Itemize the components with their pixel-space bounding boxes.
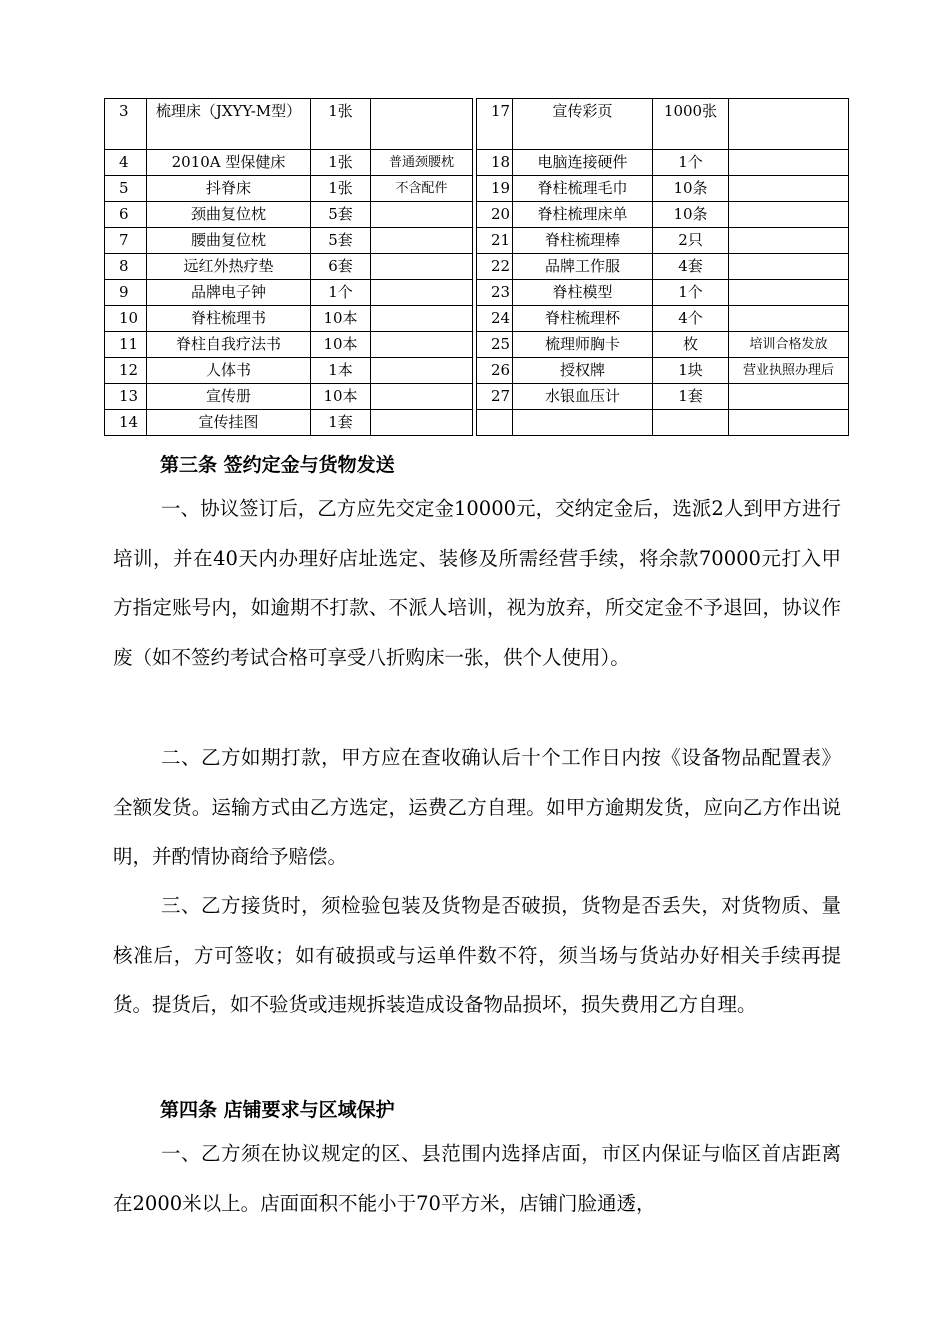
cell-item-name: 品牌工作服 xyxy=(513,254,653,280)
cell-quantity: 10本 xyxy=(311,384,371,410)
table-row xyxy=(105,202,849,228)
cell-number: 3 xyxy=(105,99,147,150)
cell-note xyxy=(371,384,473,410)
cell-quantity: 4套 xyxy=(653,254,729,280)
article-3-paragraph-1: 一、协议签订后，乙方应先交定金10000元，交纳定金后，选派2人到甲方进行培训，并在40天内办理好店址选定、装修及所需经营手续，将余款70000元打入甲方指定账号内，如逾期不打款、不派人培训，视为放弃，所交定金不予退回，协议作废（如不签约考试合格可享受八折购床一张，供个人使用）。 xyxy=(113,497,841,669)
cell-item-name: 脊柱梳理床单 xyxy=(513,202,653,228)
cell-note xyxy=(371,202,473,228)
cell-quantity: 10条 xyxy=(653,176,729,202)
cell-quantity: 1个 xyxy=(653,280,729,306)
cell-number: 8 xyxy=(105,254,147,280)
cell-note xyxy=(371,410,473,436)
cell-quantity: 10条 xyxy=(653,202,729,228)
article-4-title: 第四条 店铺要求与区域保护 xyxy=(160,1099,395,1121)
cell-number: 25 xyxy=(477,332,513,358)
cell-item-name: 电脑连接硬件 xyxy=(513,150,653,176)
cell-number: 11 xyxy=(105,332,147,358)
cell-note xyxy=(371,280,473,306)
cell-item-name: 宣传彩页 xyxy=(513,99,653,150)
cell-quantity: 1本 xyxy=(311,358,371,384)
cell-note xyxy=(729,384,849,410)
cell-item-name: 品牌电子钟 xyxy=(147,280,311,306)
cell-number: 17 xyxy=(477,99,513,150)
cell-number: 21 xyxy=(477,228,513,254)
cell-note xyxy=(729,306,849,332)
cell-note xyxy=(371,306,473,332)
cell-item-name: 脊柱模型 xyxy=(513,280,653,306)
cell-quantity: 4个 xyxy=(653,306,729,332)
cell-number: 5 xyxy=(105,176,147,202)
table-row xyxy=(105,410,849,436)
cell-number: 23 xyxy=(477,280,513,306)
cell-number xyxy=(477,410,513,436)
cell-item-name: 腰曲复位枕 xyxy=(147,228,311,254)
equipment-table xyxy=(104,98,849,436)
cell-quantity: 1个 xyxy=(311,280,371,306)
cell-number: 9 xyxy=(105,280,147,306)
table-row xyxy=(105,332,849,358)
table-row xyxy=(105,254,849,280)
cell-quantity: 2只 xyxy=(653,228,729,254)
cell-note xyxy=(371,332,473,358)
table-row xyxy=(105,306,849,332)
cell-item-name: 梳理床（JXYY-M型） xyxy=(147,99,311,150)
cell-note: 不含配件 xyxy=(371,176,473,202)
cell-item-name: 授权牌 xyxy=(513,358,653,384)
cell-number: 4 xyxy=(105,150,147,176)
cell-quantity: 5套 xyxy=(311,202,371,228)
cell-number: 19 xyxy=(477,176,513,202)
cell-number: 26 xyxy=(477,358,513,384)
table-row xyxy=(105,280,849,306)
cell-item-name: 脊柱梳理杯 xyxy=(513,306,653,332)
cell-note xyxy=(371,228,473,254)
cell-note xyxy=(729,410,849,436)
cell-item-name: 脊柱梳理棒 xyxy=(513,228,653,254)
cell-item-name: 2010A 型保健床 xyxy=(147,150,311,176)
cell-number: 20 xyxy=(477,202,513,228)
cell-number: 10 xyxy=(105,306,147,332)
cell-number: 6 xyxy=(105,202,147,228)
cell-number: 7 xyxy=(105,228,147,254)
cell-note xyxy=(729,254,849,280)
cell-note xyxy=(371,358,473,384)
table-row xyxy=(105,358,849,384)
cell-quantity: 1套 xyxy=(311,410,371,436)
table-row xyxy=(105,150,849,176)
cell-note xyxy=(729,176,849,202)
cell-note: 营业执照办理后 xyxy=(729,358,849,384)
cell-number: 18 xyxy=(477,150,513,176)
cell-quantity: 6套 xyxy=(311,254,371,280)
cell-quantity: 枚 xyxy=(653,332,729,358)
cell-item-name: 梳理师胸卡 xyxy=(513,332,653,358)
article-4-paragraph-1: 一、乙方须在协议规定的区、县范围内选择店面，市区内保证与临区首店距离在2000米以上。店面面积不能小于70平方米，店铺门脸通透， xyxy=(113,1142,841,1215)
cell-quantity: 10本 xyxy=(311,332,371,358)
cell-number: 27 xyxy=(477,384,513,410)
cell-quantity: 1套 xyxy=(653,384,729,410)
cell-quantity: 1000张 xyxy=(653,99,729,150)
cell-item-name xyxy=(513,410,653,436)
cell-item-name: 脊柱自我疗法书 xyxy=(147,332,311,358)
cell-item-name: 宣传册 xyxy=(147,384,311,410)
table-row xyxy=(105,228,849,254)
cell-item-name: 水银血压计 xyxy=(513,384,653,410)
cell-number: 13 xyxy=(105,384,147,410)
cell-quantity: 10本 xyxy=(311,306,371,332)
cell-number: 14 xyxy=(105,410,147,436)
article-3-paragraph-3: 三、乙方接货时，须检验包装及货物是否破损，货物是否丢失，对货物质、量核准后，方可签收；如有破损或与运单件数不符，须当场与货站办好相关手续再提货。提货后，如不验货或违规拆装造成设备物品损坏，损失费用乙方自理。 xyxy=(113,894,841,1016)
cell-quantity xyxy=(653,410,729,436)
cell-note xyxy=(729,99,849,150)
cell-item-name: 颈曲复位枕 xyxy=(147,202,311,228)
cell-note: 培训合格发放 xyxy=(729,332,849,358)
table-row xyxy=(105,384,849,410)
cell-quantity: 1块 xyxy=(653,358,729,384)
cell-quantity: 1张 xyxy=(311,99,371,150)
cell-item-name: 抖脊床 xyxy=(147,176,311,202)
cell-item-name: 脊柱梳理书 xyxy=(147,306,311,332)
cell-note xyxy=(729,228,849,254)
cell-quantity: 1张 xyxy=(311,150,371,176)
cell-note xyxy=(729,150,849,176)
article-3-title: 第三条 签约定金与货物发送 xyxy=(160,454,395,476)
article-3-paragraph-2: 二、乙方如期打款，甲方应在查收确认后十个工作日内按《设备物品配置表》全额发货。运输方式由乙方选定，运费乙方自理。如甲方逾期发货，应向乙方作出说明，并酌情协商给予赔偿。 xyxy=(113,746,841,868)
cell-item-name: 远红外热疗垫 xyxy=(147,254,311,280)
cell-note xyxy=(371,99,473,150)
cell-number: 12 xyxy=(105,358,147,384)
cell-item-name: 宣传挂图 xyxy=(147,410,311,436)
cell-quantity: 5套 xyxy=(311,228,371,254)
cell-number: 24 xyxy=(477,306,513,332)
cell-item-name: 脊柱梳理毛巾 xyxy=(513,176,653,202)
cell-item-name: 人体书 xyxy=(147,358,311,384)
cell-note xyxy=(729,202,849,228)
cell-note xyxy=(371,254,473,280)
cell-note: 普通颈腰枕 xyxy=(371,150,473,176)
table-row xyxy=(105,176,849,202)
cell-quantity: 1个 xyxy=(653,150,729,176)
cell-quantity: 1张 xyxy=(311,176,371,202)
cell-number: 22 xyxy=(477,254,513,280)
table-row xyxy=(105,99,849,150)
cell-note xyxy=(729,280,849,306)
